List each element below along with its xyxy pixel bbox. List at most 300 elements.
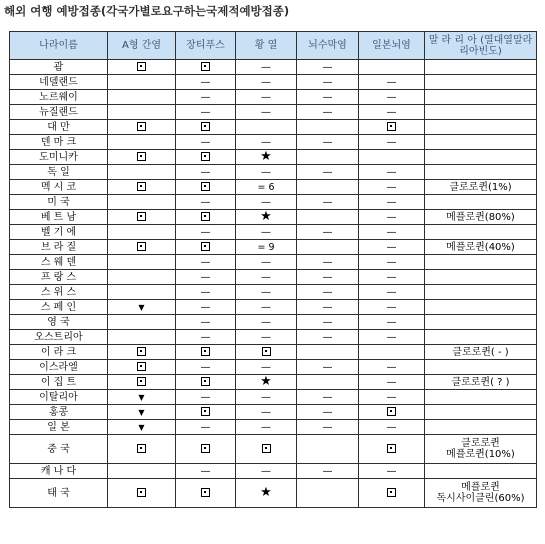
dash-mark: — <box>386 316 397 328</box>
country-cell: 오스트리아 <box>10 330 108 345</box>
table-row <box>10 90 537 105</box>
dash-mark: — <box>386 241 397 253</box>
table-row <box>10 165 537 180</box>
header-hepatitis-a: A형 간염 <box>108 32 176 60</box>
meningitis-cell <box>297 255 359 270</box>
country-cell: 홍콩 <box>10 405 108 420</box>
square-dot-icon <box>137 62 146 71</box>
square-dot-icon <box>201 122 210 131</box>
typhoid-cell <box>176 420 236 435</box>
meningitis-cell <box>297 135 359 150</box>
square-dot-icon <box>201 152 210 161</box>
table-row <box>10 300 537 315</box>
table-row <box>10 330 537 345</box>
meningitis-cell <box>297 435 359 464</box>
yellow-fever-cell <box>236 375 297 390</box>
dash-mark: — <box>200 106 211 118</box>
dash-mark: — <box>386 421 397 433</box>
typhoid-cell <box>176 120 236 135</box>
malaria-cell <box>425 225 537 240</box>
typhoid-cell <box>176 150 236 165</box>
table-row <box>10 479 537 508</box>
yellow-fever-cell <box>236 90 297 105</box>
dash-mark: — <box>322 226 333 238</box>
dash-mark: — <box>261 406 271 418</box>
dash-mark: — <box>322 316 333 328</box>
square-dot-icon <box>201 212 210 221</box>
dash-mark: — <box>386 391 397 403</box>
country-cell: 뉴질랜드 <box>10 105 108 120</box>
table-row <box>10 210 537 225</box>
typhoid-cell <box>176 90 236 105</box>
malaria-cell: 클로로퀸( ? ) <box>425 375 537 390</box>
square-dot-icon <box>137 212 146 221</box>
yellow-fever-cell <box>236 315 297 330</box>
dash-mark: — <box>386 76 397 88</box>
square-dot-icon <box>262 444 271 453</box>
japanese-encephalitis-cell <box>359 75 425 90</box>
square-dot-icon <box>387 407 396 416</box>
hepatitis-a-cell <box>108 345 176 360</box>
malaria-cell: 메플로퀸(40%) <box>425 240 537 255</box>
country-cell: 이 집 트 <box>10 375 108 390</box>
country-cell: 태 국 <box>10 479 108 508</box>
country-cell: 스 위 스 <box>10 285 108 300</box>
hepatitis-a-cell <box>108 330 176 345</box>
country-cell: 도미니카 <box>10 150 108 165</box>
typhoid-cell <box>176 195 236 210</box>
meningitis-cell <box>297 60 359 75</box>
header-japanese-encephalitis: 일본뇌염 <box>359 32 425 60</box>
hepatitis-a-cell <box>108 255 176 270</box>
table-row <box>10 420 537 435</box>
hepatitis-a-cell <box>108 285 176 300</box>
country-cell: 독 일 <box>10 165 108 180</box>
country-cell: 노르웨이 <box>10 90 108 105</box>
header-malaria: 말 라 리 아 (열대열말라 리아빈도) <box>425 32 537 60</box>
japanese-encephalitis-cell <box>359 150 425 165</box>
malaria-cell <box>425 195 537 210</box>
hepatitis-a-cell <box>108 435 176 464</box>
yellow-fever-cell <box>236 285 297 300</box>
japanese-encephalitis-cell <box>359 60 425 75</box>
country-cell: 이 라 크 <box>10 345 108 360</box>
dash-mark: — <box>261 271 271 283</box>
yellow-fever-cell <box>236 435 297 464</box>
yellow-fever-cell <box>236 300 297 315</box>
hepatitis-a-cell <box>108 75 176 90</box>
malaria-cell <box>425 285 537 300</box>
typhoid-cell <box>176 375 236 390</box>
malaria-cell <box>425 270 537 285</box>
dash-mark: — <box>200 196 211 208</box>
japanese-encephalitis-cell <box>359 240 425 255</box>
typhoid-cell <box>176 330 236 345</box>
dash-mark: — <box>261 301 271 313</box>
dash-mark: — <box>200 331 211 343</box>
dash-mark: — <box>200 301 211 313</box>
japanese-encephalitis-cell <box>359 180 425 195</box>
japanese-encephalitis-cell <box>359 135 425 150</box>
meningitis-cell <box>297 210 359 225</box>
meningitis-cell <box>297 300 359 315</box>
square-dot-icon <box>137 347 146 356</box>
square-dot-icon <box>201 347 210 356</box>
country-cell: 베 트 남 <box>10 210 108 225</box>
square-dot-icon <box>201 488 210 497</box>
meningitis-cell <box>297 195 359 210</box>
malaria-cell <box>425 150 537 165</box>
japanese-encephalitis-cell <box>359 120 425 135</box>
yellow-fever-cell <box>236 225 297 240</box>
dash-mark: — <box>322 76 333 88</box>
japanese-encephalitis-cell <box>359 479 425 508</box>
malaria-cell <box>425 75 537 90</box>
yellow-fever-cell <box>236 479 297 508</box>
hepatitis-a-cell <box>108 464 176 479</box>
malaria-cell <box>425 135 537 150</box>
malaria-cell: 클로로퀸 메플로퀸(10%) <box>425 435 537 464</box>
dash-mark: — <box>200 391 211 403</box>
square-dot-icon <box>137 152 146 161</box>
cell-value: = 9 <box>257 241 275 253</box>
japanese-encephalitis-cell <box>359 90 425 105</box>
dash-mark: — <box>261 391 271 403</box>
dash-mark: — <box>200 76 211 88</box>
yellow-fever-cell <box>236 360 297 375</box>
country-cell: 벨 기 에 <box>10 225 108 240</box>
country-cell: 일 본 <box>10 420 108 435</box>
meningitis-cell <box>297 375 359 390</box>
square-dot-icon <box>201 182 210 191</box>
dash-mark: — <box>200 226 211 238</box>
yellow-fever-cell <box>236 165 297 180</box>
dash-mark: — <box>322 406 333 418</box>
table-row <box>10 405 537 420</box>
hepatitis-a-cell <box>108 360 176 375</box>
malaria-cell <box>425 420 537 435</box>
typhoid-cell <box>176 105 236 120</box>
dash-mark: — <box>386 226 397 238</box>
table-row <box>10 135 537 150</box>
typhoid-cell <box>176 360 236 375</box>
cell-value: = 6 <box>257 181 275 193</box>
yellow-fever-cell <box>236 75 297 90</box>
typhoid-cell <box>176 479 236 508</box>
dash-mark: — <box>386 181 397 193</box>
japanese-encephalitis-cell <box>359 210 425 225</box>
typhoid-cell <box>176 165 236 180</box>
dash-mark: — <box>322 361 333 373</box>
meningitis-cell <box>297 165 359 180</box>
down-triangle-icon: ▼ <box>138 392 145 402</box>
hepatitis-a-cell <box>108 105 176 120</box>
typhoid-cell <box>176 464 236 479</box>
yellow-fever-cell <box>236 105 297 120</box>
japanese-encephalitis-cell <box>359 330 425 345</box>
yellow-fever-cell <box>236 195 297 210</box>
dash-mark: — <box>386 361 397 373</box>
typhoid-cell <box>176 255 236 270</box>
dash-mark: — <box>322 301 333 313</box>
square-dot-icon <box>201 444 210 453</box>
hepatitis-a-cell <box>108 195 176 210</box>
dash-mark: — <box>261 361 271 373</box>
dash-mark: — <box>322 465 333 477</box>
dash-mark: — <box>261 166 271 178</box>
table-row <box>10 150 537 165</box>
malaria-cell <box>425 120 537 135</box>
dash-mark: — <box>322 256 333 268</box>
japanese-encephalitis-cell <box>359 390 425 405</box>
table-row <box>10 105 537 120</box>
hepatitis-a-cell <box>108 300 176 315</box>
hepatitis-a-cell <box>108 210 176 225</box>
table-row <box>10 375 537 390</box>
dash-mark: — <box>386 106 397 118</box>
malaria-cell: 메플로퀸(80%) <box>425 210 537 225</box>
dash-mark: — <box>200 256 211 268</box>
typhoid-cell <box>176 345 236 360</box>
dash-mark: — <box>386 211 397 223</box>
typhoid-cell <box>176 60 236 75</box>
yellow-fever-cell <box>236 180 297 195</box>
dash-mark: — <box>322 91 333 103</box>
dash-mark: — <box>261 256 271 268</box>
japanese-encephalitis-cell <box>359 270 425 285</box>
dash-mark: — <box>200 465 211 477</box>
dash-mark: — <box>386 301 397 313</box>
down-triangle-icon: ▼ <box>138 422 145 432</box>
dash-mark: — <box>261 286 271 298</box>
dash-mark: — <box>200 361 211 373</box>
malaria-cell <box>425 330 537 345</box>
meningitis-cell <box>297 75 359 90</box>
country-cell: 이탈리아 <box>10 390 108 405</box>
hepatitis-a-cell <box>108 479 176 508</box>
typhoid-cell <box>176 240 236 255</box>
dash-mark: — <box>386 166 397 178</box>
square-dot-icon <box>387 488 396 497</box>
hepatitis-a-cell <box>108 90 176 105</box>
hepatitis-a-cell <box>108 150 176 165</box>
typhoid-cell <box>176 135 236 150</box>
down-triangle-icon: ▼ <box>138 302 145 312</box>
typhoid-cell <box>176 270 236 285</box>
square-dot-icon <box>387 122 396 131</box>
dash-mark: — <box>386 256 397 268</box>
table-row <box>10 315 537 330</box>
yellow-fever-cell <box>236 120 297 135</box>
malaria-cell <box>425 165 537 180</box>
square-dot-icon <box>201 407 210 416</box>
malaria-cell <box>425 405 537 420</box>
yellow-fever-cell <box>236 464 297 479</box>
yellow-fever-cell <box>236 150 297 165</box>
dash-mark: — <box>261 196 271 208</box>
star-icon: ★ <box>260 374 272 389</box>
japanese-encephalitis-cell <box>359 255 425 270</box>
square-dot-icon <box>262 347 271 356</box>
table-row <box>10 360 537 375</box>
meningitis-cell <box>297 90 359 105</box>
header-country: 나라이름 <box>10 32 108 60</box>
country-cell: 이스라엘 <box>10 360 108 375</box>
hepatitis-a-cell <box>108 240 176 255</box>
country-cell: 멕 시 코 <box>10 180 108 195</box>
dash-mark: — <box>386 376 397 388</box>
country-cell: 중 국 <box>10 435 108 464</box>
table-row <box>10 180 537 195</box>
yellow-fever-cell <box>236 390 297 405</box>
table-row <box>10 255 537 270</box>
country-cell: 스 웨 덴 <box>10 255 108 270</box>
meningitis-cell <box>297 390 359 405</box>
malaria-cell <box>425 464 537 479</box>
meningitis-cell <box>297 270 359 285</box>
typhoid-cell <box>176 285 236 300</box>
yellow-fever-cell <box>236 240 297 255</box>
dash-mark: — <box>386 91 397 103</box>
dash-mark: — <box>261 91 271 103</box>
country-cell: 네델랜드 <box>10 75 108 90</box>
meningitis-cell <box>297 315 359 330</box>
table-row <box>10 75 537 90</box>
yellow-fever-cell <box>236 330 297 345</box>
japanese-encephalitis-cell <box>359 375 425 390</box>
malaria-cell: 메플로퀸 독시사이클린(60%) <box>425 479 537 508</box>
hepatitis-a-cell <box>108 405 176 420</box>
table-row <box>10 270 537 285</box>
meningitis-cell <box>297 105 359 120</box>
country-cell: 대 만 <box>10 120 108 135</box>
meningitis-cell <box>297 120 359 135</box>
meningitis-cell <box>297 240 359 255</box>
dash-mark: — <box>322 106 333 118</box>
japanese-encephalitis-cell <box>359 405 425 420</box>
hepatitis-a-cell <box>108 60 176 75</box>
star-icon: ★ <box>260 149 272 164</box>
square-dot-icon <box>137 182 146 191</box>
square-dot-icon <box>201 62 210 71</box>
yellow-fever-cell <box>236 345 297 360</box>
header-meningitis: 뇌수막염 <box>297 32 359 60</box>
dash-mark: — <box>261 76 271 88</box>
yellow-fever-cell <box>236 210 297 225</box>
meningitis-cell <box>297 285 359 300</box>
malaria-cell <box>425 105 537 120</box>
square-dot-icon <box>137 488 146 497</box>
malaria-cell: 클로로퀸( - ) <box>425 345 537 360</box>
typhoid-cell <box>176 225 236 240</box>
dash-mark: — <box>261 226 271 238</box>
hepatitis-a-cell <box>108 180 176 195</box>
dash-mark: — <box>322 166 333 178</box>
square-dot-icon <box>201 377 210 386</box>
hepatitis-a-cell <box>108 225 176 240</box>
japanese-encephalitis-cell <box>359 464 425 479</box>
japanese-encephalitis-cell <box>359 360 425 375</box>
dash-mark: — <box>322 286 333 298</box>
malaria-cell <box>425 360 537 375</box>
country-cell: 캐 나 다 <box>10 464 108 479</box>
dash-mark: — <box>386 286 397 298</box>
dash-mark: — <box>200 271 211 283</box>
dash-mark: — <box>200 166 211 178</box>
country-cell: 프 랑 스 <box>10 270 108 285</box>
typhoid-cell <box>176 435 236 464</box>
japanese-encephalitis-cell <box>359 300 425 315</box>
dash-mark: — <box>200 421 211 433</box>
typhoid-cell <box>176 405 236 420</box>
dash-mark: — <box>261 421 271 433</box>
meningitis-cell <box>297 225 359 240</box>
typhoid-cell <box>176 210 236 225</box>
table-row <box>10 195 537 210</box>
typhoid-cell <box>176 315 236 330</box>
malaria-cell <box>425 300 537 315</box>
hepatitis-a-cell <box>108 375 176 390</box>
meningitis-cell <box>297 360 359 375</box>
yellow-fever-cell <box>236 135 297 150</box>
hepatitis-a-cell <box>108 120 176 135</box>
header-row <box>10 32 537 60</box>
dash-mark: — <box>322 61 333 73</box>
header-yellow-fever: 황 열 <box>236 32 297 60</box>
typhoid-cell <box>176 75 236 90</box>
dash-mark: — <box>261 331 271 343</box>
meningitis-cell <box>297 420 359 435</box>
table-row <box>10 120 537 135</box>
hepatitis-a-cell <box>108 420 176 435</box>
square-dot-icon <box>137 444 146 453</box>
dash-mark: — <box>200 286 211 298</box>
square-dot-icon <box>137 122 146 131</box>
table-row <box>10 435 537 464</box>
country-cell: 스 페 인 <box>10 300 108 315</box>
vaccination-table <box>9 31 537 508</box>
country-cell: 영 국 <box>10 315 108 330</box>
square-dot-icon <box>137 362 146 371</box>
dash-mark: — <box>322 136 333 148</box>
hepatitis-a-cell <box>108 315 176 330</box>
dash-mark: — <box>200 136 211 148</box>
malaria-cell <box>425 315 537 330</box>
meningitis-cell <box>297 330 359 345</box>
dash-mark: — <box>322 331 333 343</box>
yellow-fever-cell <box>236 420 297 435</box>
dash-mark: — <box>322 391 333 403</box>
japanese-encephalitis-cell <box>359 345 425 360</box>
country-cell: 덴 마 크 <box>10 135 108 150</box>
table-row <box>10 345 537 360</box>
dash-mark: — <box>322 196 333 208</box>
dash-mark: — <box>261 61 271 73</box>
malaria-cell <box>425 255 537 270</box>
malaria-cell <box>425 390 537 405</box>
dash-mark: — <box>200 91 211 103</box>
square-dot-icon <box>201 242 210 251</box>
meningitis-cell <box>297 150 359 165</box>
square-dot-icon <box>137 242 146 251</box>
country-cell: 브 라 질 <box>10 240 108 255</box>
header-typhoid: 장티푸스 <box>176 32 236 60</box>
yellow-fever-cell <box>236 255 297 270</box>
dash-mark: — <box>386 331 397 343</box>
dash-mark: — <box>386 271 397 283</box>
dash-mark: — <box>261 316 271 328</box>
malaria-cell: 클로로퀸(1%) <box>425 180 537 195</box>
